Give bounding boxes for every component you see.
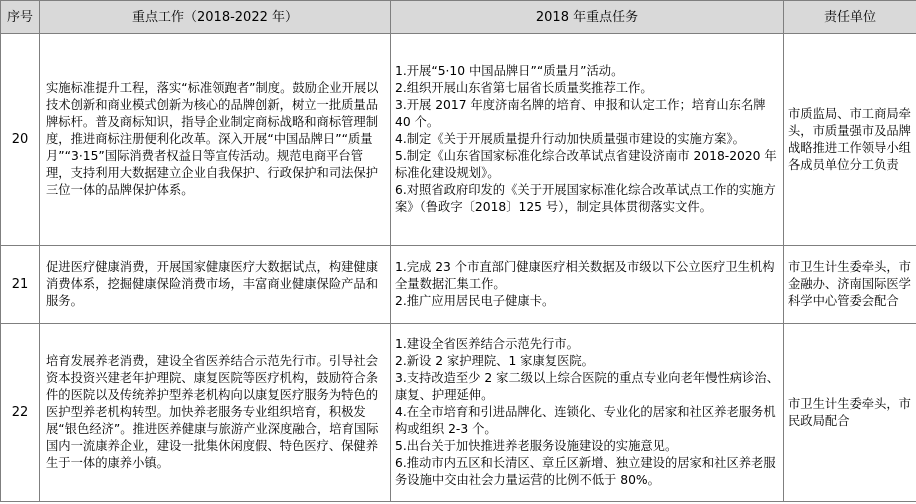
task-item: 1.建设全省医养结合示范先行市。 xyxy=(395,337,579,351)
row-unit: 市卫生计生委牵头，市民政局配合 xyxy=(784,324,916,502)
row-tasks xyxy=(391,324,784,502)
task-item: 3.开展 2017 年度济南名牌的培育、申报和认定工作；培育山东名牌 40 个。 xyxy=(395,98,766,129)
task-item: 4.制定《关于开展质量提升行动加快质量强市建设的实施方案》。 xyxy=(395,132,745,146)
row-work xyxy=(40,324,391,502)
row-tasks xyxy=(391,246,784,324)
row-tasks xyxy=(391,34,784,246)
row-seq: 22 xyxy=(1,324,40,502)
row-seq: 21 xyxy=(1,246,40,324)
table-row xyxy=(1,34,916,246)
header-tasks: 2018 年重点任务 xyxy=(391,1,784,34)
table-row xyxy=(1,324,916,502)
task-item: 6.对照省政府印发的《关于开展国家标准化综合改革试点工作的实施方案》（鲁政字〔2018〕125 号），制定具体贯彻落实文件。 xyxy=(395,183,776,214)
task-item: 1.完成 23 个市直部门健康医疗相关数据及市级以下公立医疗卫生机构全量数据汇集工作。 xyxy=(395,260,775,291)
work-text: 促进医疗健康消费，开展国家健康医疗大数据试点，构建健康消费体系，挖掘健康保险消费市场，丰富商业健康保险产品和服务。 xyxy=(46,260,379,308)
header-unit: 责任单位 xyxy=(784,1,916,34)
row-unit: 市卫生计生委牵头，市金融办、济南国际医学科学中心管委会配合 xyxy=(784,246,916,324)
table-row xyxy=(1,246,916,324)
row-work xyxy=(40,246,391,324)
row-unit: 市质监局、市工商局牵头，市质量强市及品牌战略推进工作领导小组各成员单位分工负责 xyxy=(784,34,916,246)
task-item: 5.制定《山东省国家标准化综合改革试点省建设济南市 2018-2020 年标准化建设规划》。 xyxy=(395,149,777,180)
task-item: 2.推广应用居民电子健康卡。 xyxy=(395,294,555,308)
header-seq: 序号 xyxy=(1,1,40,34)
task-item: 4.在全市培育和引进品牌化、连锁化、专业化的居家和社区养老服务机构或组织 2-3 个。 xyxy=(395,405,776,436)
task-item: 2.新设 2 家护理院、1 家康复医院。 xyxy=(395,354,594,368)
work-text: 实施标准提升工程，落实“标准领跑者”制度。鼓励企业开展以技术创新和商业模式创新为核心的品牌创新，树立一批质量品牌标杆。普及商标知识，指导企业制定商标战略和商标管理制度，推进商标注册便利化改革。深入开展“中国品牌日”“质量月”“3·15”国际消费者权益日等宣传活动。规范电商平台管理，支持利用大数据建立企业自我保护、行政保护和司法保护三位一体的品牌保护体系。 xyxy=(46,81,379,197)
work-text: 培育发展养老消费，建设全省医养结合示范先行市。引导社会资本投资兴建老年护理院、康复医院等医疗机构，鼓励符合条件的医院以及传统养护型养老机构向以康复医疗服务为特色的医护型养老机构转型。加快养老服务专业组织培育，积极发展“银色经济”。推进医养健康与旅游产业深度融合，培育国际国内一流康养企业，建设一批集休闲度假、特色医疗、保健养生于一体的康养小镇。 xyxy=(46,354,379,470)
task-item: 1.开展“5·10 中国品牌日”“质量月”活动。 xyxy=(395,64,624,78)
task-item: 2.组织开展山东省第七届省长质量奖推荐工作。 xyxy=(395,81,653,95)
row-work xyxy=(40,34,391,246)
header-row xyxy=(1,1,916,34)
header-work: 重点工作（2018-2022 年） xyxy=(40,1,391,34)
row-seq: 20 xyxy=(1,34,40,246)
task-item: 3.支持改造至少 2 家二级以上综合医院的重点专业向老年慢性病诊治、康复、护理延伸。 xyxy=(395,371,779,402)
task-item: 5.出台关于加快推进养老服务设施建设的实施意见。 xyxy=(395,439,678,453)
task-item: 6.推动市内五区和长清区、章丘区新增、独立建设的居家和社区养老服务设施中交由社会力量运营的比例不低于 80%。 xyxy=(395,456,776,487)
